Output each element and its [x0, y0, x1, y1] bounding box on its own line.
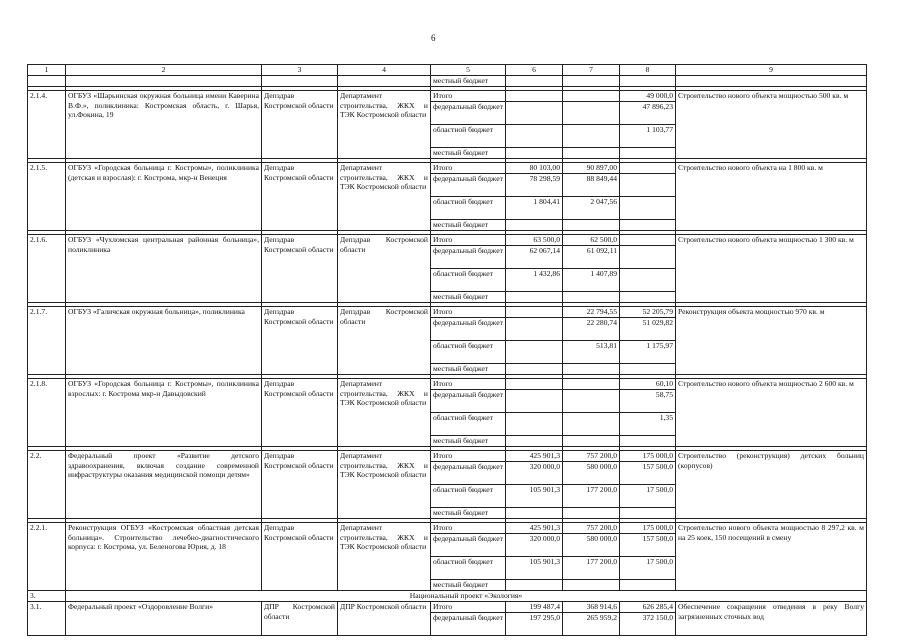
header-cell: 6 — [506, 65, 563, 76]
executor: Депздрав Костромской области — [262, 523, 338, 591]
source-federal-label: федеральный бюджет — [431, 102, 506, 125]
amount-cell: 47 896,23 — [620, 102, 676, 125]
object-name: ОГБУЗ «Чухломская центральная районная больница», поликлиника — [66, 235, 262, 303]
source-total-label: Итого — [431, 451, 506, 462]
object-name: ОГБУЗ «Городская больница г. Костромы», поликлиника взрослых: г. Кострома мкр-н Давыдовский — [66, 379, 262, 447]
table-row — [28, 235, 867, 246]
header-cell: 8 — [620, 65, 676, 76]
amount-cell: 1 103,77 — [620, 125, 676, 148]
amount-cell: 1,35 — [620, 413, 676, 436]
amount-cell: 199 487,4 — [506, 602, 563, 613]
amount-cell: 580 000,0 — [563, 534, 620, 557]
source-total-label: Итого — [431, 91, 506, 102]
row-id: 2.2.1. — [28, 523, 66, 591]
customer: Департамент строительства, ЖКХ и ТЭК Костромской области — [338, 523, 431, 591]
source-local-label: местный бюджет — [431, 292, 506, 303]
source-regional-label: областной бюджет — [431, 269, 506, 292]
amount-cell: 197 295,0 — [506, 613, 563, 636]
customer: Департамент строительства, ЖКХ и ТЭК Костромской области — [338, 451, 431, 519]
amount-cell: 58,75 — [620, 390, 676, 413]
source-local-label: местный бюджет — [431, 364, 506, 375]
amount-cell: 175 000,0 — [620, 523, 676, 534]
row-id: 2.1.8. — [28, 379, 66, 447]
amount-cell — [563, 390, 620, 413]
amount-cell — [620, 364, 676, 375]
amount-cell: 78 298,59 — [506, 174, 563, 197]
amount-cell: 157 500,0 — [620, 534, 676, 557]
source-local-label: местный бюджет — [431, 580, 506, 591]
amount-cell — [506, 379, 563, 390]
amount-cell — [620, 235, 676, 246]
amount-cell — [506, 413, 563, 436]
source-total-label: Итого — [431, 307, 506, 318]
amount-cell: 90 897,00 — [563, 163, 620, 174]
source-local-label: местный бюджет — [431, 508, 506, 519]
amount-cell: 1 175,97 — [620, 341, 676, 364]
source-total-label: Итого — [431, 235, 506, 246]
amount-cell: 320 000,0 — [506, 534, 563, 557]
amount-cell: 372 150,0 — [620, 613, 676, 636]
amount-cell — [620, 580, 676, 591]
row-id: 2.1.7. — [28, 307, 66, 375]
amount-cell: 626 285,4 — [620, 602, 676, 613]
row-id: 2.2. — [28, 451, 66, 519]
amount-cell — [506, 125, 563, 148]
amount-cell — [506, 220, 563, 231]
header-cell: 3 — [262, 65, 338, 76]
object-name: Федеральный проект «Оздоровление Волги» — [66, 602, 262, 636]
source-federal-label: федеральный бюджет — [431, 462, 506, 485]
table-row — [28, 379, 867, 390]
amount-cell — [506, 91, 563, 102]
source-federal-label: федеральный бюджет — [431, 534, 506, 557]
amount-cell: 22 280,74 — [563, 318, 620, 341]
amount-cell — [506, 390, 563, 413]
amount-cell: 51 029,82 — [620, 318, 676, 341]
executor: Депздрав Костромской области — [262, 451, 338, 519]
amount-cell — [620, 508, 676, 519]
amount-cell: 177 200,0 — [563, 557, 620, 580]
amount-cell — [563, 413, 620, 436]
amount-cell: 757 200,0 — [563, 451, 620, 462]
section-id: 3. — [28, 591, 66, 602]
customer: Департамент строительства, ЖКХ и ТЭК Костромской области — [338, 163, 431, 231]
amount-cell — [563, 125, 620, 148]
amount-cell: 62 500,0 — [563, 235, 620, 246]
amount-cell: 105 901,3 — [506, 557, 563, 580]
result-description: Строительство нового объекта мощностью 500 кв. м — [676, 91, 867, 159]
amount-cell — [563, 148, 620, 159]
table-row — [28, 451, 867, 462]
amount-cell: 2 047,56 — [563, 197, 620, 220]
executor: Депздрав Костромской области — [262, 163, 338, 231]
header-cell: 7 — [563, 65, 620, 76]
amount-cell — [506, 436, 563, 447]
amount-cell: 88 849,44 — [563, 174, 620, 197]
amount-cell: 513,81 — [563, 341, 620, 364]
amount-cell — [563, 580, 620, 591]
executor: Депздрав Костромской области — [262, 379, 338, 447]
amount-cell — [506, 318, 563, 341]
amount-cell — [563, 102, 620, 125]
source-local-label: местный бюджет — [431, 220, 506, 231]
amount-cell: 425 901,3 — [506, 523, 563, 534]
object-name: Реконструкция ОГБУЗ «Костромская областная детская больница». Строительство лечебно-диагностического корпуса: г. Кострома, ул. Беленогова Юрия, д. 18 — [66, 523, 262, 591]
customer: Департамент строительства, ЖКХ и ТЭК Костромской области — [338, 91, 431, 159]
amount-cell — [620, 292, 676, 303]
source-total-label: Итого — [431, 379, 506, 390]
object-name: Федеральный проект «Развитие детского здравоохранения, включая создание современной инфраструктуры оказания медицинской помощи детям» — [66, 451, 262, 519]
amount-cell: 17 500,0 — [620, 557, 676, 580]
amount-cell: 580 000,0 — [563, 462, 620, 485]
header-row — [28, 65, 867, 76]
source-federal-label: федеральный бюджет — [431, 390, 506, 413]
source-federal-label: федеральный бюджет — [431, 174, 506, 197]
executor: Депздрав Костромской области — [262, 235, 338, 303]
amount-cell — [506, 102, 563, 125]
row-id: 2.1.5. — [28, 163, 66, 231]
amount-cell — [563, 364, 620, 375]
source-label: местный бюджет — [431, 76, 506, 87]
source-federal-label: федеральный бюджет — [431, 318, 506, 341]
amount-cell: 368 914,6 — [563, 602, 620, 613]
result-description: Обеспечение сокращения отведения в реку Волгу загрязненных сточных вод — [676, 602, 867, 636]
source-regional-label: областной бюджет — [431, 557, 506, 580]
amount-cell: 62 067,14 — [506, 246, 563, 269]
amount-cell — [620, 246, 676, 269]
amount-cell: 22 794,55 — [563, 307, 620, 318]
result-description: Строительство нового объекта мощностью 1 300 кв. м — [676, 235, 867, 303]
amount-cell — [563, 220, 620, 231]
row-id: 3.1. — [28, 602, 66, 636]
object-name: ОГБУЗ «Галичская окружная больница», поликлиника — [66, 307, 262, 375]
amount-cell: 1 432,86 — [506, 269, 563, 292]
amount-cell: 17 500,0 — [620, 485, 676, 508]
section-title: Национальный проект «Экология» — [66, 591, 867, 602]
amount-cell: 60,10 — [620, 379, 676, 390]
section-row — [28, 591, 867, 602]
source-regional-label: областной бюджет — [431, 125, 506, 148]
customer: Депздрав Костромской области — [338, 235, 431, 303]
amount-cell: 1 407,89 — [563, 269, 620, 292]
source-total-label: Итого — [431, 163, 506, 174]
source-regional-label: областной бюджет — [431, 485, 506, 508]
table-row — [28, 163, 867, 174]
row-id: 2.1.6. — [28, 235, 66, 303]
header-cell: 4 — [338, 65, 431, 76]
header-cell: 9 — [676, 65, 867, 76]
result-description: Строительство нового объекта на 1 800 кв. м — [676, 163, 867, 231]
source-local-label: местный бюджет — [431, 148, 506, 159]
table-row — [28, 523, 867, 534]
amount-cell — [620, 148, 676, 159]
amount-cell: 105 901,3 — [506, 485, 563, 508]
amount-cell — [563, 508, 620, 519]
source-total-label: Итого — [431, 602, 506, 613]
table-row — [28, 307, 867, 318]
amount-cell — [506, 307, 563, 318]
customer: ДПР Костромской области — [338, 602, 431, 636]
source-local-label: местный бюджет — [431, 436, 506, 447]
amount-cell: 52 205,79 — [620, 307, 676, 318]
result-description: Реконструкция объекта мощностью 970 кв. м — [676, 307, 867, 375]
amount-cell — [620, 197, 676, 220]
header-cell: 1 — [28, 65, 66, 76]
customer: Департамент строительства, ЖКХ и ТЭК Костромской области — [338, 379, 431, 447]
amount-cell — [620, 163, 676, 174]
amount-cell: 320 000,0 — [506, 462, 563, 485]
source-regional-label: областной бюджет — [431, 413, 506, 436]
amount-cell — [506, 292, 563, 303]
amount-cell: 49 000,0 — [620, 91, 676, 102]
source-federal-label: федеральный бюджет — [431, 613, 506, 636]
object-name: ОГБУЗ «Городская больница г. Костромы», поликлиника (детская и взрослая): г. Кострома, мкр-н Венеция — [66, 163, 262, 231]
row-id: 2.1.4. — [28, 91, 66, 159]
amount-cell — [563, 292, 620, 303]
table-row — [28, 602, 867, 613]
amount-cell: 175 000,0 — [620, 451, 676, 462]
source-federal-label: федеральный бюджет — [431, 246, 506, 269]
amount-cell: 265 959,2 — [563, 613, 620, 636]
amount-cell: 63 500,0 — [506, 235, 563, 246]
amount-cell: 425 901,3 — [506, 451, 563, 462]
object-name: ОГБУЗ «Шарьинская окружная больница имени Каверина В.Ф.», поликлиника: Костромская область, г. Шарья, ул.Фокина, 19 — [66, 91, 262, 159]
result-description: Строительство нового объекта мощностью 8 297,2 кв. м на 25 коек, 150 посещений в смену — [676, 523, 867, 591]
amount-cell: 61 092,11 — [563, 246, 620, 269]
executor: Депздрав Костромской области — [262, 91, 338, 159]
amount-cell: 757 200,0 — [563, 523, 620, 534]
result-description: Строительство нового объекта мощностью 2 600 кв. м — [676, 379, 867, 447]
header-cell: 5 — [431, 65, 506, 76]
amount-cell: 157 500,0 — [620, 462, 676, 485]
amount-cell: 1 804,41 — [506, 197, 563, 220]
amount-cell — [620, 436, 676, 447]
amount-cell: 80 103,00 — [506, 163, 563, 174]
source-regional-label: областной бюджет — [431, 341, 506, 364]
amount-cell — [506, 580, 563, 591]
executor: Депздрав Костромской области — [262, 307, 338, 375]
amount-cell — [506, 508, 563, 519]
amount-cell — [563, 436, 620, 447]
source-total-label: Итого — [431, 523, 506, 534]
executor: ДПР Костромской области — [262, 602, 338, 636]
amount-cell — [563, 379, 620, 390]
amount-cell — [620, 174, 676, 197]
table-row — [28, 91, 867, 102]
page-number: 6 — [431, 33, 436, 43]
customer: Депздрав Костромской области — [338, 307, 431, 375]
amount-cell — [563, 91, 620, 102]
amount-cell — [506, 148, 563, 159]
amount-cell — [506, 364, 563, 375]
amount-cell — [506, 341, 563, 364]
amount-cell — [620, 220, 676, 231]
source-regional-label: областной бюджет — [431, 197, 506, 220]
result-description: Строительство (реконструкция) детских больниц (корпусов) — [676, 451, 867, 519]
funding-table — [27, 64, 867, 636]
header-cell: 2 — [66, 65, 262, 76]
amount-cell: 177 200,0 — [563, 485, 620, 508]
amount-cell — [620, 269, 676, 292]
